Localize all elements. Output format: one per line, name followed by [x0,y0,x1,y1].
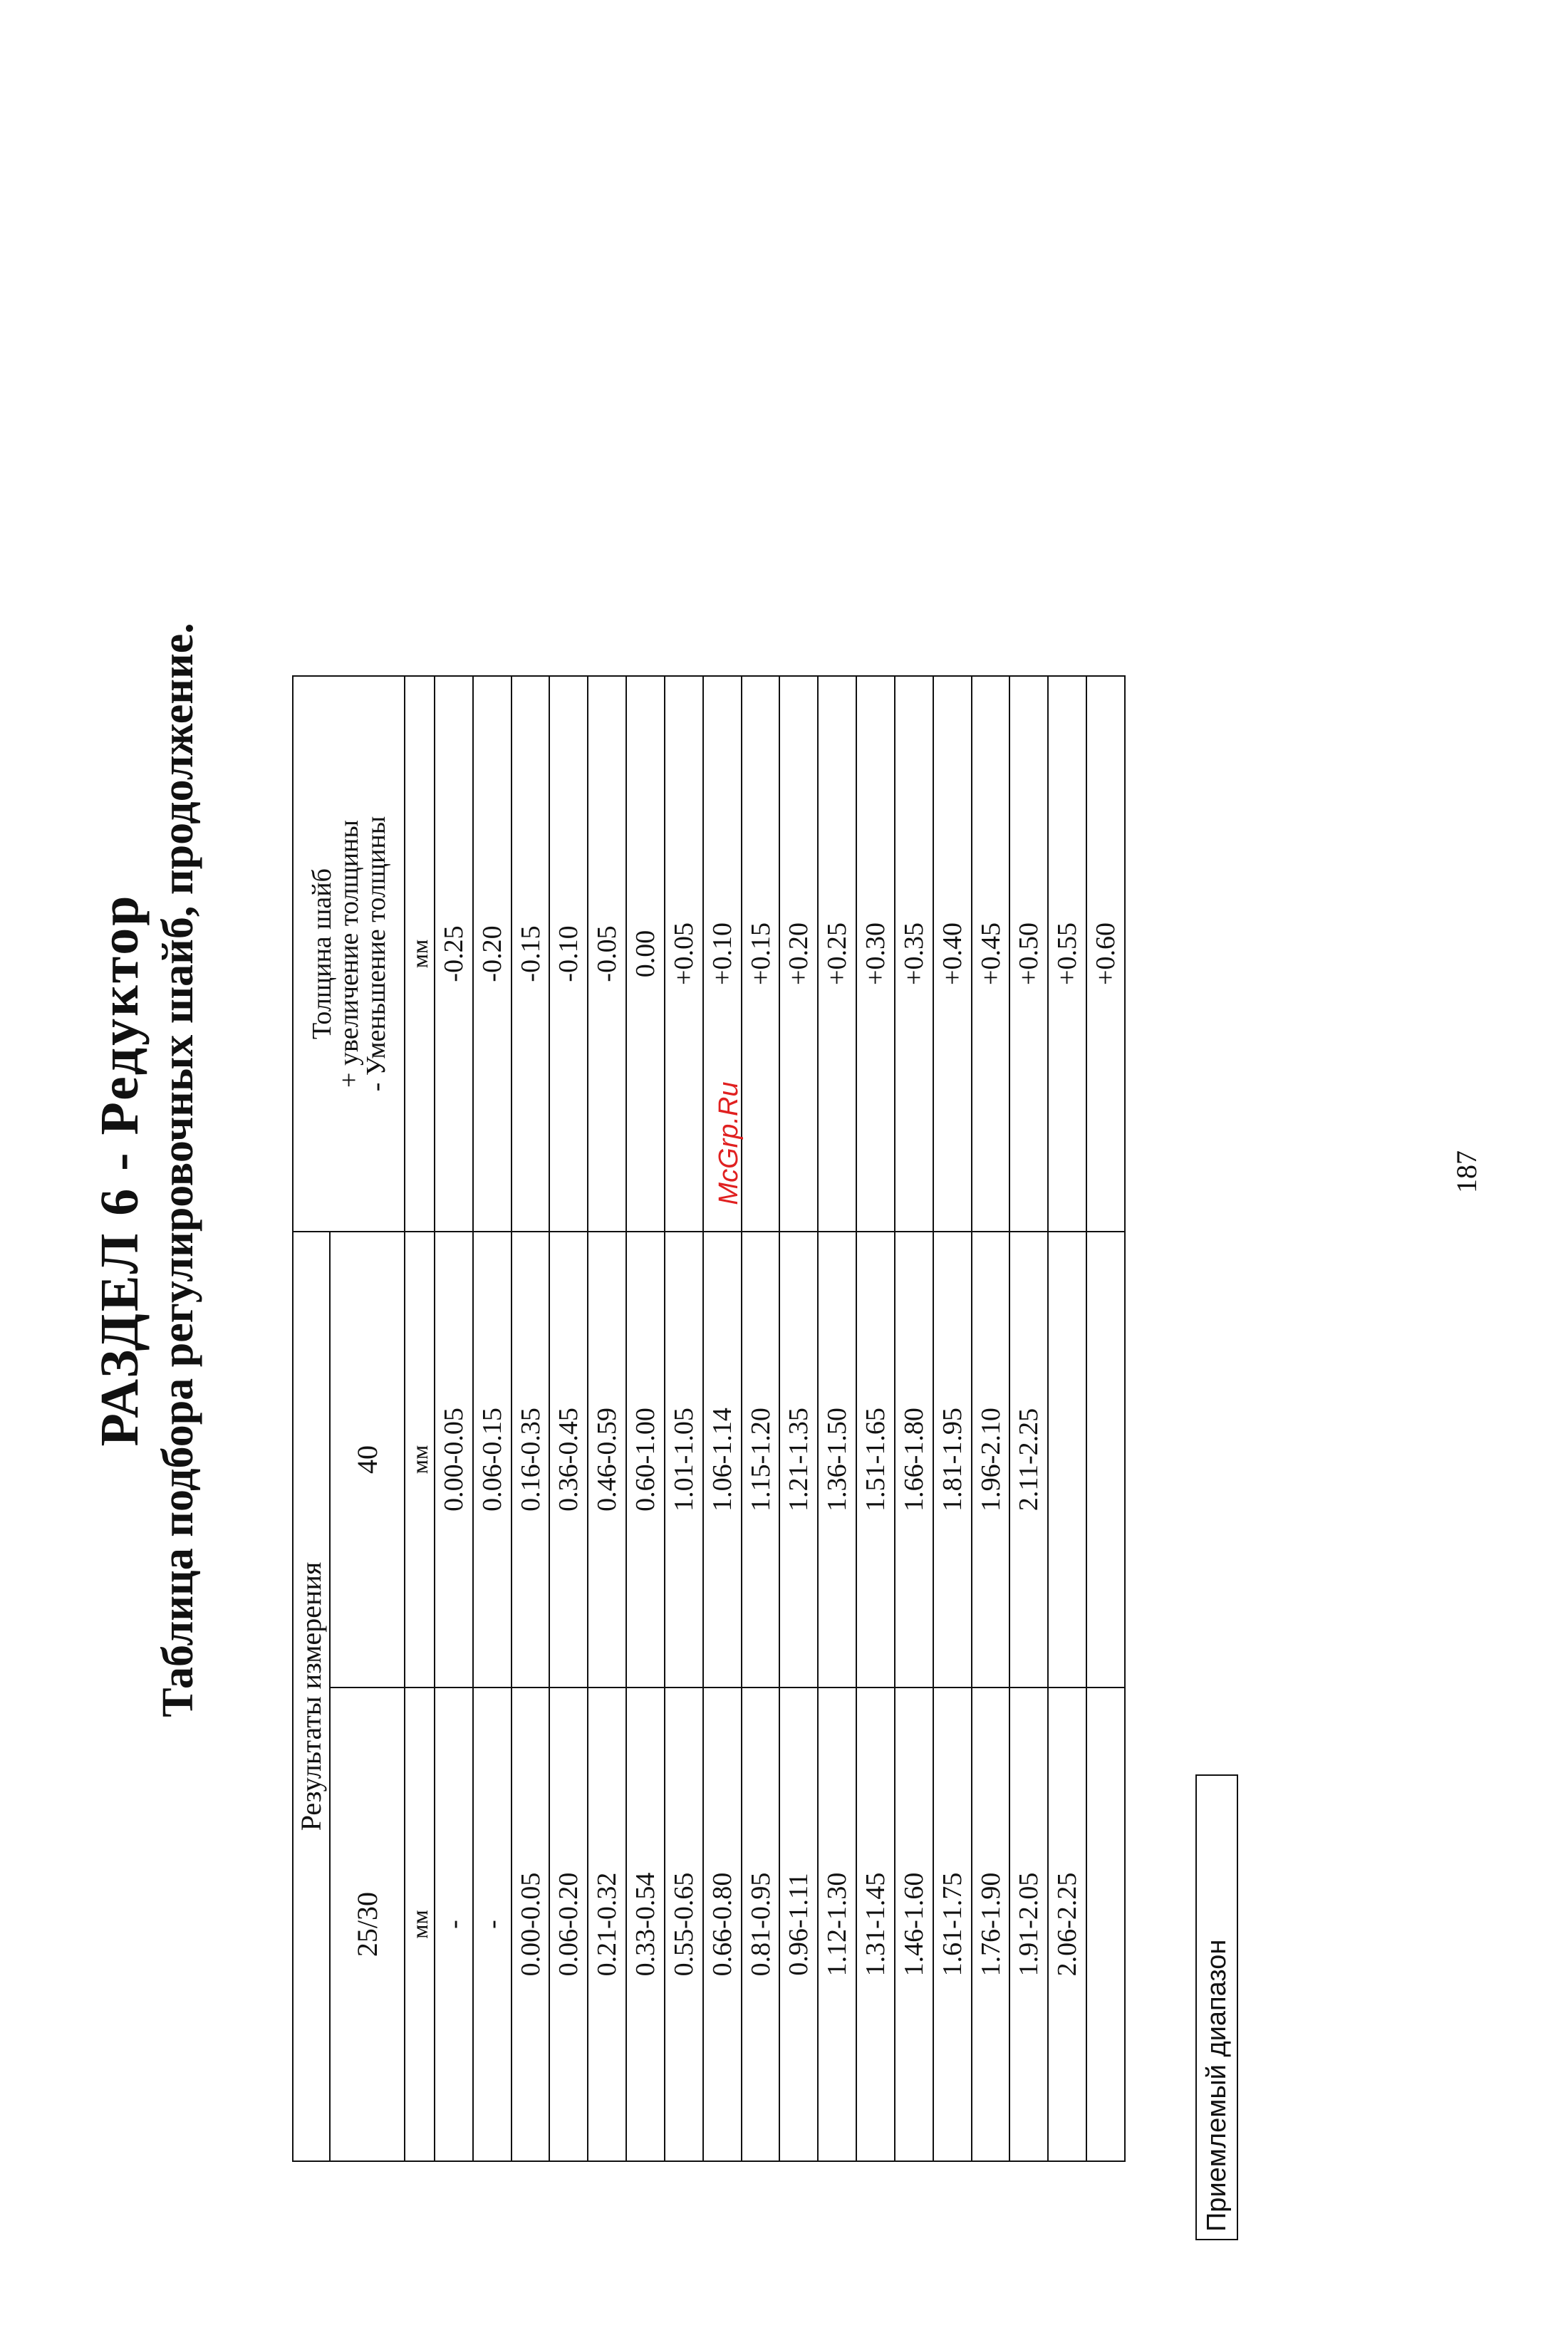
shim-thickness-value: +0.60 [1086,676,1125,1232]
value-25-30: 0.55-0.65 [665,1688,703,2161]
watermark: McGrp.Ru [714,1081,744,1205]
unit-cell: мм [405,676,435,1232]
value-25-30: 0.81-0.95 [742,1688,780,2161]
table-row [972,676,1010,2161]
shim-selection-table [292,675,1126,2162]
value-25-30: 0.00-0.05 [512,1688,550,2161]
value-40: 0.16-0.35 [512,1232,550,1688]
shim-thickness-value: +0.20 [779,676,818,1232]
value-40: 0.46-0.59 [588,1232,626,1688]
value-40: 1.01-1.05 [665,1232,703,1688]
value-40: 1.96-2.10 [972,1232,1010,1688]
table-row [512,676,550,2161]
value-25-30: 1.31-1.45 [856,1688,895,2161]
table-row [1086,676,1125,2161]
table-row [779,676,818,2161]
table-row [588,676,626,2161]
value-25-30: 2.06-2.25 [1048,1688,1086,2161]
value-40: 0.60-1.00 [626,1232,665,1688]
value-25-30: 0.66-0.80 [703,1688,742,2161]
table-row [856,676,895,2161]
value-25-30: 0.33-0.54 [626,1688,665,2161]
value-40: 1.51-1.65 [856,1232,895,1688]
table-row [703,676,742,2161]
shim-thickness-value: -0.10 [549,676,588,1232]
value-40: 0.36-0.45 [549,1232,588,1688]
shim-thickness-value: +0.45 [972,676,1010,1232]
table-row [626,676,665,2161]
shim-thickness-value: +0.50 [1009,676,1048,1232]
thickness-header-line: - Уменьшение толщины [360,816,391,1092]
value-25-30: - [435,1688,473,2161]
value-40: 2.11-2.25 [1009,1232,1048,1688]
value-25-30 [1086,1688,1125,2161]
shim-thickness-value: +0.25 [818,676,856,1232]
table-row [549,676,588,2161]
shim-thickness-value: +0.35 [895,676,933,1232]
value-25-30: 0.96-1.11 [779,1688,818,2161]
value-25-30: 1.61-1.75 [933,1688,972,2161]
acceptable-range-legend: Приемлемый диапазон [1195,1774,1238,2240]
value-25-30: 1.46-1.60 [895,1688,933,2161]
measurement-results-header: Результаты измерения [293,1232,330,2161]
value-40 [1086,1232,1125,1688]
table-row [895,676,933,2161]
value-40: 0.00-0.05 [435,1232,473,1688]
value-40: 1.06-1.14 [703,1232,742,1688]
table-row [473,676,512,2161]
table-row [665,676,703,2161]
column-25-30-header: 25/30 [330,1688,405,2161]
unit-cell: мм [405,1232,435,1688]
table-title: Таблица подбора регулировочных шайб, продолжение. [154,623,202,1717]
value-40: 1.21-1.35 [779,1232,818,1688]
shim-thickness-value: +0.10 [703,676,742,1232]
value-40: 0.06-0.15 [473,1232,512,1688]
value-25-30: 1.91-2.05 [1009,1688,1048,2161]
shim-thickness-value: +0.40 [933,676,972,1232]
value-40: 1.66-1.80 [895,1232,933,1688]
shim-thickness-value: +0.55 [1048,676,1086,1232]
unit-cell: мм [405,1688,435,2161]
table-row [1009,676,1048,2161]
shim-thickness-value: -0.25 [435,676,473,1232]
shim-thickness-value: 0.00 [626,676,665,1232]
thickness-header-line: + увеличение толщины [333,820,364,1088]
page-number: 187 [1450,1150,1483,1193]
table-row [933,676,972,2161]
shim-thickness-value: -0.15 [512,676,550,1232]
table-row [435,676,473,2161]
value-40 [1048,1232,1086,1688]
shim-thickness-header [293,676,405,1232]
value-25-30: 0.06-0.20 [549,1688,588,2161]
shim-thickness-value: +0.05 [665,676,703,1232]
value-40: 1.36-1.50 [818,1232,856,1688]
value-40: 1.15-1.20 [742,1232,780,1688]
thickness-header-line: Толщина шайб [306,868,337,1039]
value-25-30: - [473,1688,512,2161]
shim-thickness-value: +0.30 [856,676,895,1232]
value-25-30: 1.76-1.90 [972,1688,1010,2161]
section-title: РАЗДЕЛ 6 - Редуктор [90,893,150,1447]
value-40: 1.81-1.95 [933,1232,972,1688]
value-25-30: 1.12-1.30 [818,1688,856,2161]
value-25-30: 0.21-0.32 [588,1688,626,2161]
shim-thickness-value: -0.05 [588,676,626,1232]
column-40-header: 40 [330,1232,405,1688]
table-row [742,676,780,2161]
shim-thickness-value: -0.20 [473,676,512,1232]
table-row [1048,676,1086,2161]
shim-thickness-value: +0.15 [742,676,780,1232]
table-row [818,676,856,2161]
